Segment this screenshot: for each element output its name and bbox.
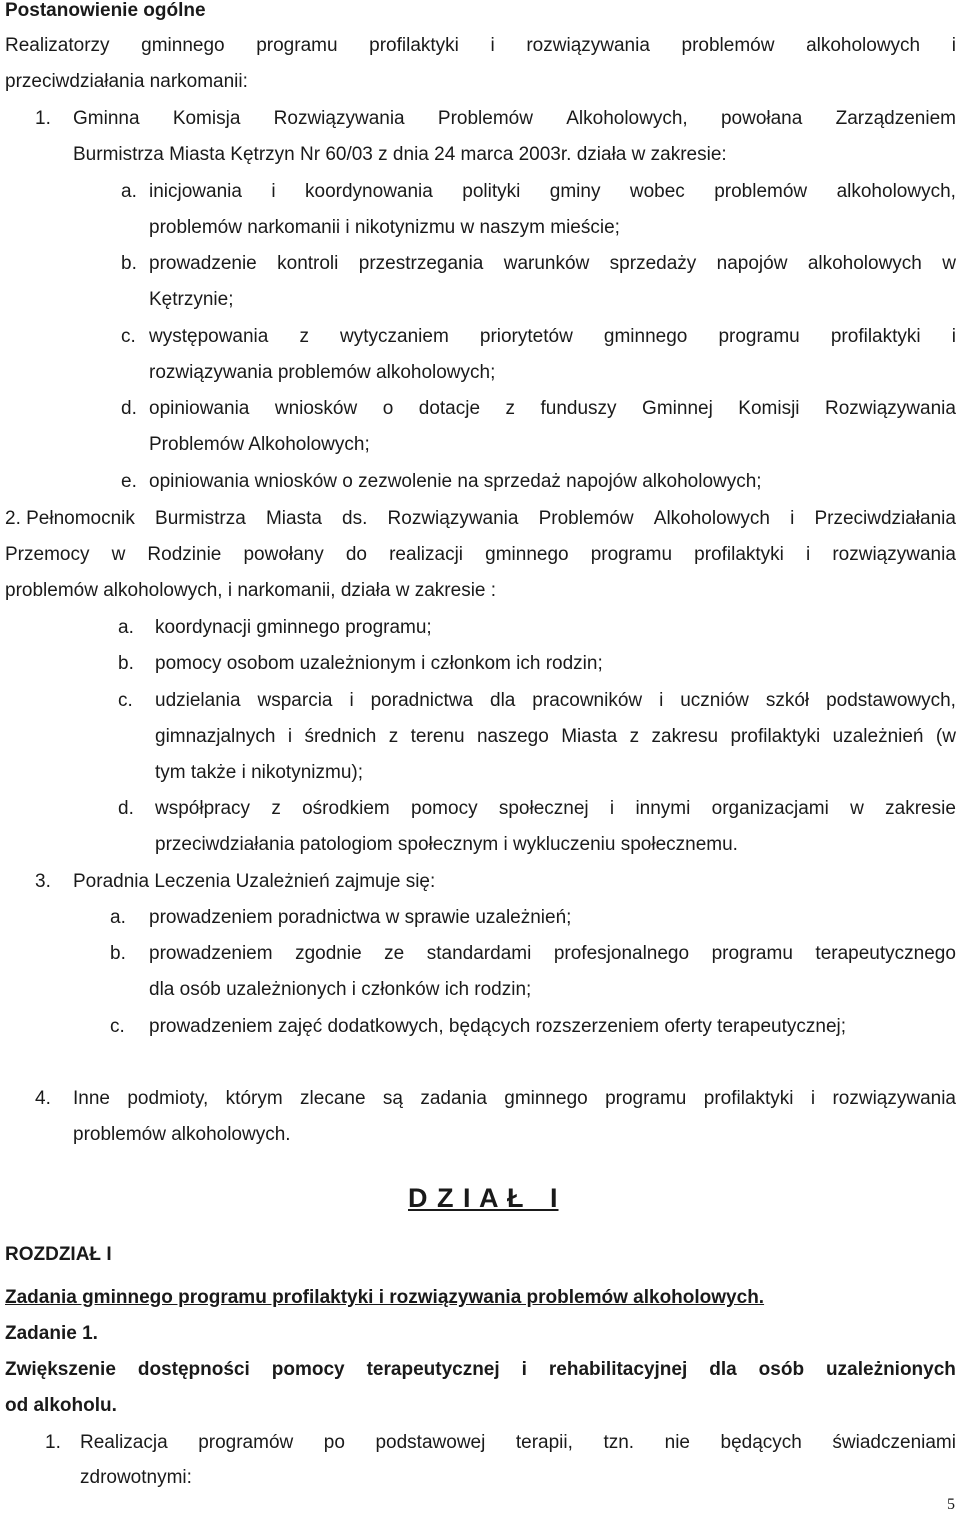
word: Zwiększenie xyxy=(5,1359,116,1380)
word: i xyxy=(609,798,615,819)
word: gminy xyxy=(549,181,601,202)
word: i xyxy=(951,35,956,56)
intro-line-1 xyxy=(5,35,956,57)
word: profilaktyki xyxy=(694,544,784,565)
word: zakresu xyxy=(651,726,719,747)
word: terapeutycznej xyxy=(366,1359,500,1380)
word: (w xyxy=(935,726,956,747)
word: i xyxy=(790,508,795,529)
word: gminnego xyxy=(603,326,688,347)
word: Miasta xyxy=(265,508,322,529)
word: Przeciwdziałania xyxy=(814,508,956,529)
word: po xyxy=(323,1432,345,1453)
word: profilaktyki xyxy=(830,326,921,347)
item-2-line-3: problemów alkoholowych, i narkomanii, działa w zakresie : xyxy=(5,580,497,601)
word: Miasta xyxy=(561,726,618,747)
section-heading: Postanowienie ogólne xyxy=(5,0,206,21)
word: napojów xyxy=(716,253,788,274)
item-4-line-2: problemów alkoholowych. xyxy=(73,1124,291,1145)
item-1a-line-1 xyxy=(149,181,956,203)
item-1-line-2: Burmistrza Miasta Kętrzyn Nr 60/03 z dnia 24 marca 2003r. działa w zakresie: xyxy=(73,144,727,165)
word: opiniowania xyxy=(149,398,250,419)
item-1b-line-1 xyxy=(149,253,956,275)
item-1e-line-1: opiniowania wniosków o zezwolenie na sprzedaż napojów alkoholowych; xyxy=(149,471,762,492)
item-3c-line-1: prowadzeniem zajęć dodatkowych, będących rozszerzeniem oferty terapeutycznej; xyxy=(149,1016,847,1037)
word: programu xyxy=(711,943,793,964)
word: Problemów xyxy=(437,108,533,129)
word: terenu xyxy=(410,726,465,747)
word: do xyxy=(345,544,367,565)
word: funduszy xyxy=(540,398,617,419)
item-2b-marker: b. xyxy=(118,653,134,674)
zadanie-1-title-line-2: od alkoholu. xyxy=(5,1395,117,1416)
item-2a-marker: a. xyxy=(118,617,134,638)
word: którym xyxy=(225,1088,283,1109)
item-2d-line-2: przeciwdziałania patologiom społecznym i wykluczeniu społecznemu. xyxy=(155,834,738,855)
word: zgodnie xyxy=(295,943,362,964)
word: gminnego xyxy=(485,544,569,565)
item-3b-marker: b. xyxy=(110,943,126,964)
word: warunków xyxy=(503,253,590,274)
word: ds. xyxy=(342,508,368,529)
word: dla xyxy=(709,1359,737,1380)
word: Rozwiązywania xyxy=(825,398,956,419)
page-number: 5 xyxy=(947,1496,955,1513)
word: z xyxy=(629,726,640,747)
word: powołany xyxy=(243,544,324,565)
word: z xyxy=(299,326,309,347)
word: uzależnień xyxy=(832,726,924,747)
word: świadczeniami xyxy=(832,1432,956,1453)
word: naszego xyxy=(476,726,549,747)
word: dostępności xyxy=(137,1359,250,1380)
word: Rozwiązywania xyxy=(273,108,405,129)
item-2c-marker: c. xyxy=(118,690,133,711)
word: sprzedaży xyxy=(609,253,697,274)
item-3c-marker: c. xyxy=(110,1016,125,1037)
word: średnich xyxy=(304,726,377,747)
zadanie-1-label: Zadanie 1. xyxy=(5,1323,98,1344)
word: z xyxy=(505,398,516,419)
word: w xyxy=(850,798,864,819)
word: udzielania xyxy=(155,690,241,711)
item-3a-marker: a. xyxy=(110,907,126,928)
word: w xyxy=(111,544,126,565)
word: społecznej xyxy=(498,798,589,819)
word: przestrzegania xyxy=(358,253,484,274)
word: podstawowej xyxy=(375,1432,486,1453)
word: profilaktyki xyxy=(703,1088,794,1109)
word: rehabilitacyjnej xyxy=(548,1359,688,1380)
word: koordynowania xyxy=(305,181,433,202)
item-2c-line-1 xyxy=(155,690,956,712)
word: nie xyxy=(664,1432,690,1453)
word: są xyxy=(382,1088,403,1109)
word: będących xyxy=(720,1432,802,1453)
word: Zarządzeniem xyxy=(835,108,956,129)
word: poradnictwa xyxy=(370,690,474,711)
word: występowania xyxy=(149,326,269,347)
word: gminnego xyxy=(141,35,225,56)
zadania-title: Zadania gminnego programu profilaktyki i rozwiązywania problemów alkoholowych. xyxy=(5,1287,765,1308)
word: uczniów xyxy=(680,690,749,711)
word: i xyxy=(806,544,811,565)
word: kontroli xyxy=(277,253,339,274)
word: podstawowych, xyxy=(826,690,956,711)
item-3b-line-1 xyxy=(149,943,956,965)
word: profilaktyki xyxy=(369,35,459,56)
word: innymi xyxy=(635,798,691,819)
word: terapeutycznego xyxy=(815,943,956,964)
word: i xyxy=(951,326,956,347)
word: współpracy xyxy=(155,798,251,819)
word: pomocy xyxy=(271,1359,345,1380)
item-4-marker: 4. xyxy=(35,1088,51,1109)
word: i xyxy=(659,690,664,711)
word: Alkoholowych xyxy=(653,508,770,529)
item-1c-line-2: rozwiązywania problemów alkoholowych; xyxy=(149,362,496,383)
word: programu xyxy=(605,1088,687,1109)
word: Alkoholowych, xyxy=(566,108,688,129)
word: zadania xyxy=(420,1088,487,1109)
item-1-marker: 1. xyxy=(35,108,51,129)
word: rozwiązywania xyxy=(832,544,956,565)
item-1e-marker: e. xyxy=(121,471,137,492)
word: rozwiązywania xyxy=(832,1088,956,1109)
item-1-line-1 xyxy=(73,108,956,130)
item-1c-marker: c. xyxy=(121,326,136,347)
word: programów xyxy=(198,1432,294,1453)
word: organizacjami xyxy=(711,798,829,819)
item-2a-line-1: koordynacji gminnego programu; xyxy=(155,617,432,638)
intro-line-2: przeciwdziałania narkomanii: xyxy=(5,71,248,92)
word: gimnazjalnych xyxy=(155,726,276,747)
word: z xyxy=(388,726,399,747)
word: wniosków xyxy=(274,398,358,419)
word: prowadzeniem xyxy=(149,943,273,964)
word: w xyxy=(942,253,956,274)
word: programu xyxy=(590,544,673,565)
word: Gminna xyxy=(73,108,140,129)
word: realizacji xyxy=(389,544,464,565)
word: szkół xyxy=(765,690,810,711)
item-3-marker: 3. xyxy=(35,871,51,892)
word: i xyxy=(287,726,293,747)
item-1d-line-1 xyxy=(149,398,956,420)
word: Przemocy xyxy=(5,544,90,565)
item-2d-line-1 xyxy=(155,798,956,820)
word: priorytetów xyxy=(479,326,573,347)
item-3a-line-1: prowadzeniem poradnictwa w sprawie uzależnień; xyxy=(149,907,572,928)
word: i xyxy=(521,1359,527,1380)
item-1b-line-2: Kętrzynie; xyxy=(149,289,234,310)
dzial-heading: D Z I A Ł I xyxy=(408,1183,559,1213)
word: standardami xyxy=(426,943,532,964)
word: i xyxy=(490,35,495,56)
word: uzależnionych xyxy=(826,1359,956,1380)
word: terapii, xyxy=(515,1432,573,1453)
word: Komisja xyxy=(172,108,241,129)
word: problemów xyxy=(681,35,775,56)
word: i xyxy=(271,181,276,202)
word: zakresie xyxy=(885,798,956,819)
word: Rozwiązywania xyxy=(387,508,519,529)
item-4-line-1 xyxy=(73,1088,956,1110)
item-2d-marker: d. xyxy=(118,798,134,819)
word: powołana xyxy=(720,108,803,129)
word: Problemów xyxy=(538,508,634,529)
item-2-line-1 xyxy=(5,508,956,530)
word: wsparcia xyxy=(257,690,333,711)
zadanie-1-title-line-1 xyxy=(5,1359,956,1381)
item-2c-line-2 xyxy=(155,726,956,748)
item-3-line-1: Poradnia Leczenia Uzależnień zajmuje się: xyxy=(73,871,436,892)
word: tzn. xyxy=(603,1432,635,1453)
word: Realizacja xyxy=(80,1432,168,1453)
item-3b-line-2: dla osób uzależnionych i członków ich rodzin; xyxy=(149,979,532,1000)
word: i xyxy=(349,690,354,711)
word: Realizatorzy xyxy=(5,35,110,56)
word: z xyxy=(271,798,281,819)
item-1b-marker: b. xyxy=(121,253,137,274)
word: osób xyxy=(758,1359,805,1380)
word: programu xyxy=(718,326,800,347)
word: programu xyxy=(256,35,338,56)
item-1c-line-1 xyxy=(149,326,956,348)
word: zlecane xyxy=(300,1088,366,1109)
item-2-line-2 xyxy=(5,544,956,566)
word: polityki xyxy=(462,181,521,202)
word: profesjonalnego xyxy=(553,943,690,964)
item-1a-marker: a. xyxy=(121,181,137,202)
word: pracowników xyxy=(532,690,643,711)
word: dotacje xyxy=(418,398,481,419)
item-1d-line-2: Problemów Alkoholowych; xyxy=(149,434,370,455)
word: Komisji xyxy=(738,398,800,419)
word: wobec xyxy=(629,181,685,202)
word: rozwiązywania xyxy=(526,35,650,56)
word: alkoholowych xyxy=(806,35,921,56)
word: pomocy xyxy=(411,798,478,819)
word: Inne xyxy=(73,1088,110,1109)
word: alkoholowych xyxy=(807,253,922,274)
word: Rodzinie xyxy=(147,544,222,565)
word: ze xyxy=(384,943,405,964)
word: Burmistrza xyxy=(155,508,246,529)
word: dla xyxy=(490,690,516,711)
word: wytyczaniem xyxy=(340,326,449,347)
item-1d-marker: d. xyxy=(121,398,137,419)
item-2b-line-1: pomocy osobom uzależnionym i członkom ich rodzin; xyxy=(155,653,603,674)
word: Gminnej xyxy=(642,398,713,419)
word: prowadzenie xyxy=(149,253,257,274)
z1-item-1-line-1 xyxy=(80,1432,956,1454)
z1-item-1-line-2: zdrowotnymi: xyxy=(80,1467,192,1488)
item-1a-line-2: problemów narkomanii i nikotynizmu w naszym mieście; xyxy=(149,217,620,238)
word: i xyxy=(810,1088,816,1109)
word: o xyxy=(382,398,394,419)
word: gminnego xyxy=(504,1088,588,1109)
z1-item-1-marker: 1. xyxy=(45,1432,61,1453)
word: ośrodkiem xyxy=(302,798,390,819)
item-2c-line-3: tym także i nikotynizmu); xyxy=(155,762,363,783)
word: podmioty, xyxy=(127,1088,209,1109)
word: inicjowania xyxy=(149,181,242,202)
word: profilaktyki xyxy=(730,726,821,747)
word: problemów xyxy=(714,181,808,202)
rozdzial-heading: ROZDZIAŁ I xyxy=(5,1244,112,1265)
word: alkoholowych, xyxy=(836,181,956,202)
word: 2. Pełnomocnik xyxy=(5,508,135,529)
